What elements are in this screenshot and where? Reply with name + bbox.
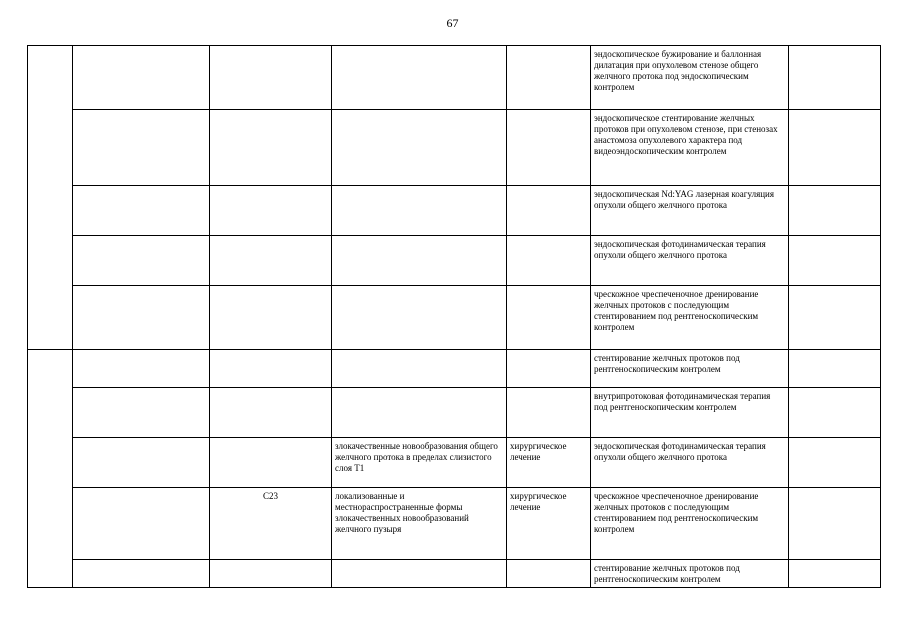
table-row xyxy=(28,186,881,236)
treatment-cell xyxy=(507,286,591,350)
cost-cell xyxy=(789,286,881,350)
method-cell: чрескожное чреспеченочное дренирование желчных протоков с последующим стентированием под рентгеноскопическим контролем xyxy=(591,488,789,560)
name-cell xyxy=(73,46,210,110)
method-cell: внутрипротоковая фотодинамическая терапия под рентгеноскопическим контролем xyxy=(591,388,789,438)
code-cell xyxy=(210,46,332,110)
treatment-cell xyxy=(507,186,591,236)
cost-cell xyxy=(789,560,881,588)
cost-cell xyxy=(789,388,881,438)
name-cell xyxy=(73,560,210,588)
diagnosis-cell xyxy=(332,350,507,388)
method-cell: эндоскопическое бужирование и баллонная дилатация при опухолевом стенозе общего желчного протока под эндоскопическим контролем xyxy=(591,46,789,110)
table-row xyxy=(28,46,881,110)
treatment-cell xyxy=(507,388,591,438)
name-cell xyxy=(73,110,210,186)
name-cell xyxy=(73,488,210,560)
table-row xyxy=(28,236,881,286)
method-cell: эндоскопическая Nd:YAG лазерная коагуляция опухоли общего желчного протока xyxy=(591,186,789,236)
cost-cell xyxy=(789,236,881,286)
table-row xyxy=(28,388,881,438)
method-cell: эндоскопическое стентирование желчных протоков при опухолевом стенозе, при стенозах анастомоза опухолевого характера под видеоэндоскопическим контролем xyxy=(591,110,789,186)
treatment-table xyxy=(27,45,881,588)
diagnosis-cell xyxy=(332,186,507,236)
code-cell xyxy=(210,286,332,350)
code-cell xyxy=(210,560,332,588)
code-cell xyxy=(210,110,332,186)
name-cell xyxy=(73,286,210,350)
diagnosis-cell xyxy=(332,110,507,186)
page-number: 67 xyxy=(446,16,459,30)
code-cell xyxy=(210,350,332,388)
table-row xyxy=(28,110,881,186)
table-row xyxy=(28,286,881,350)
table-row xyxy=(28,350,881,388)
name-cell xyxy=(73,186,210,236)
cost-cell xyxy=(789,350,881,388)
diagnosis-cell: злокачественные новообразования общего желчного протока в пределах слизистого слоя T1 xyxy=(332,438,507,488)
treatment-cell: хирургическое лечение xyxy=(507,438,591,488)
table-row xyxy=(28,560,881,588)
treatment-cell xyxy=(507,110,591,186)
method-cell: стентирование желчных протоков под рентгеноскопическим контролем xyxy=(591,350,789,388)
diagnosis-cell xyxy=(332,388,507,438)
diagnosis-cell xyxy=(332,46,507,110)
code-cell xyxy=(210,388,332,438)
code-cell xyxy=(210,438,332,488)
diagnosis-cell: локализованные и местнораспространенные формы злокачественных новообразований желчного пузыря xyxy=(332,488,507,560)
method-cell: чрескожное чреспеченочное дренирование желчных протоков с последующим стентированием под рентгеноскопическим контролем xyxy=(591,286,789,350)
method-cell: эндоскопическая фотодинамическая терапия опухоли общего желчного протока xyxy=(591,438,789,488)
cost-cell xyxy=(789,438,881,488)
diagnosis-cell xyxy=(332,560,507,588)
name-cell xyxy=(73,236,210,286)
code-cell xyxy=(210,186,332,236)
table-row xyxy=(28,438,881,488)
row-number-cell xyxy=(28,350,73,588)
code-cell xyxy=(210,236,332,286)
diagnosis-cell xyxy=(332,286,507,350)
diagnosis-cell xyxy=(332,236,507,286)
name-cell xyxy=(73,350,210,388)
treatment-cell xyxy=(507,560,591,588)
treatment-cell xyxy=(507,236,591,286)
name-cell xyxy=(73,388,210,438)
method-cell: эндоскопическая фотодинамическая терапия опухоли общего желчного протока xyxy=(591,236,789,286)
treatment-cell xyxy=(507,350,591,388)
cost-cell xyxy=(789,488,881,560)
code-cell: C23 xyxy=(210,488,332,560)
cost-cell xyxy=(789,186,881,236)
row-number-cell xyxy=(28,46,73,350)
treatment-cell: хирургическое лечение xyxy=(507,488,591,560)
cost-cell xyxy=(789,46,881,110)
table-row xyxy=(28,488,881,560)
treatment-cell xyxy=(507,46,591,110)
method-cell: стентирование желчных протоков под рентгеноскопическим контролем xyxy=(591,560,789,588)
cost-cell xyxy=(789,110,881,186)
name-cell xyxy=(73,438,210,488)
